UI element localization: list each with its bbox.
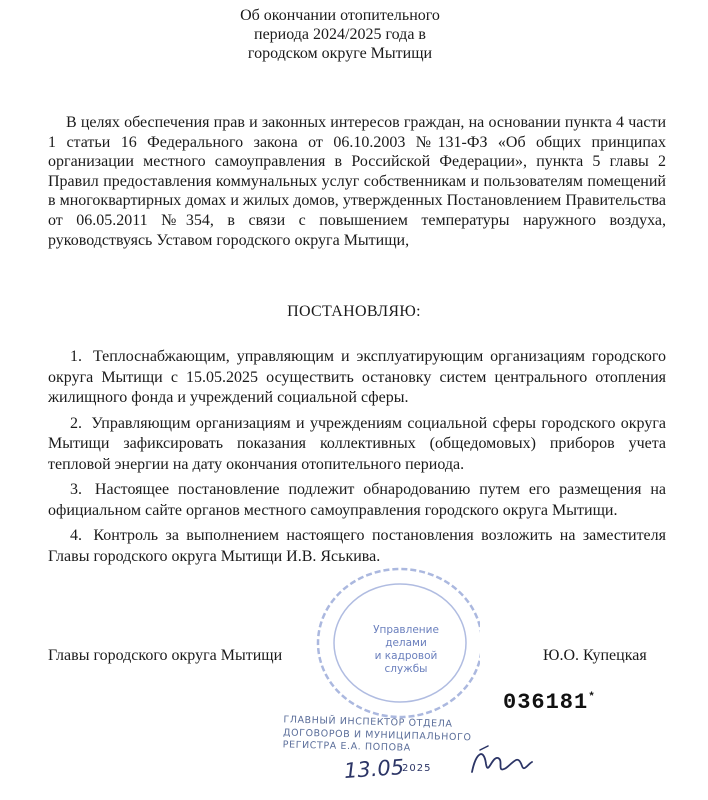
- decree-item-4: [48, 526, 666, 567]
- item-text: Настоящее постановление подлежит обнародованию путем его размещения на официальном сайте органов местного самоуправления городского округа Мытищи.: [48, 481, 667, 519]
- title-line-2: периода 2024/2025 года в: [254, 26, 426, 43]
- title-line-1: Об окончании отопительного: [240, 7, 440, 24]
- handwritten-date: 13.05: [343, 754, 405, 784]
- inspector-stamp: [283, 714, 484, 757]
- title-line-3: городском округе Мытищи: [247, 45, 433, 62]
- stamp-line-1: Управление: [373, 624, 439, 636]
- document-title: [120, 6, 560, 63]
- handwritten-year: 2025: [402, 763, 432, 774]
- stamp-line-4: службы: [384, 663, 428, 675]
- decree-item-1: [48, 347, 666, 409]
- stamp-text: [362, 624, 450, 676]
- item-text: Контроль за выполнением настоящего постановления возложить на заместителя Главы городского округа Мытищи И.В. Яськива.: [48, 527, 667, 565]
- item-text: Управляющим организациям и учреждениям социальной сферы городского округа Мытищи зафиксировать показания коллективных (общедомовых) приборов учета тепловой энергии на дату окончания отопительного периода.: [48, 414, 667, 474]
- signature-name: Ю.О. Купецкая: [543, 647, 647, 664]
- signature-scribble-icon: [466, 742, 536, 782]
- item-text: Теплоснабжающим, управляющим и эксплуатирующим организациям городского округа Мытищи с 15.05.2025 осуществить остановку систем центрального отопления жилищного фонда и учреждений социальной сферы.: [48, 348, 666, 407]
- inspector-stamp-line-2: ДОГОВОРОВ И МУНИЦИПАЛЬНОГО: [282, 726, 472, 743]
- stamp-line-3: и кадровой: [374, 650, 438, 662]
- registration-number: [503, 690, 596, 715]
- registration-mark: *: [588, 691, 596, 704]
- item-number: 3.: [70, 481, 82, 499]
- decree-item-2: [48, 414, 666, 476]
- item-number: 4.: [70, 527, 82, 545]
- signature-position: Главы городского округа Мытищи: [48, 647, 283, 664]
- decree-item-3: [48, 480, 666, 521]
- decree-heading: ПОСТАНОВЛЯЮ:: [287, 303, 421, 320]
- item-number: 1.: [70, 348, 82, 365]
- registration-digits: 036181: [503, 690, 589, 715]
- inspector-stamp-line-3: РЕГИСТРА Е.А. ПОПОВА: [282, 739, 411, 754]
- decree-items: [48, 347, 666, 572]
- stamp-line-2: делами: [385, 637, 427, 649]
- preamble-paragraph: В целях обеспечения прав и законных интересов граждан, на основании пункта 4 части 1 статьи 16 Федерального закона от 06.10.2003 №131-ФЗ «Об общих принципах организации местного самоуправления в Российской Федерации», пункта 5 главы 2 Правил предоставления коммунальных услуг собственникам и пользователям помещений в многоквартирных домах и жилых домов, утвержденных Постановлением Правительства от 06.05.2011 №354, в связи с повышением температуры наружного воздуха, руководствуясь Уставом городского округа Мытищи,: [48, 114, 666, 249]
- inspector-stamp-line-1: ГЛАВНЫЙ ИНСПЕКТОР ОТДЕЛА: [283, 714, 453, 730]
- item-number: 2.: [70, 414, 82, 432]
